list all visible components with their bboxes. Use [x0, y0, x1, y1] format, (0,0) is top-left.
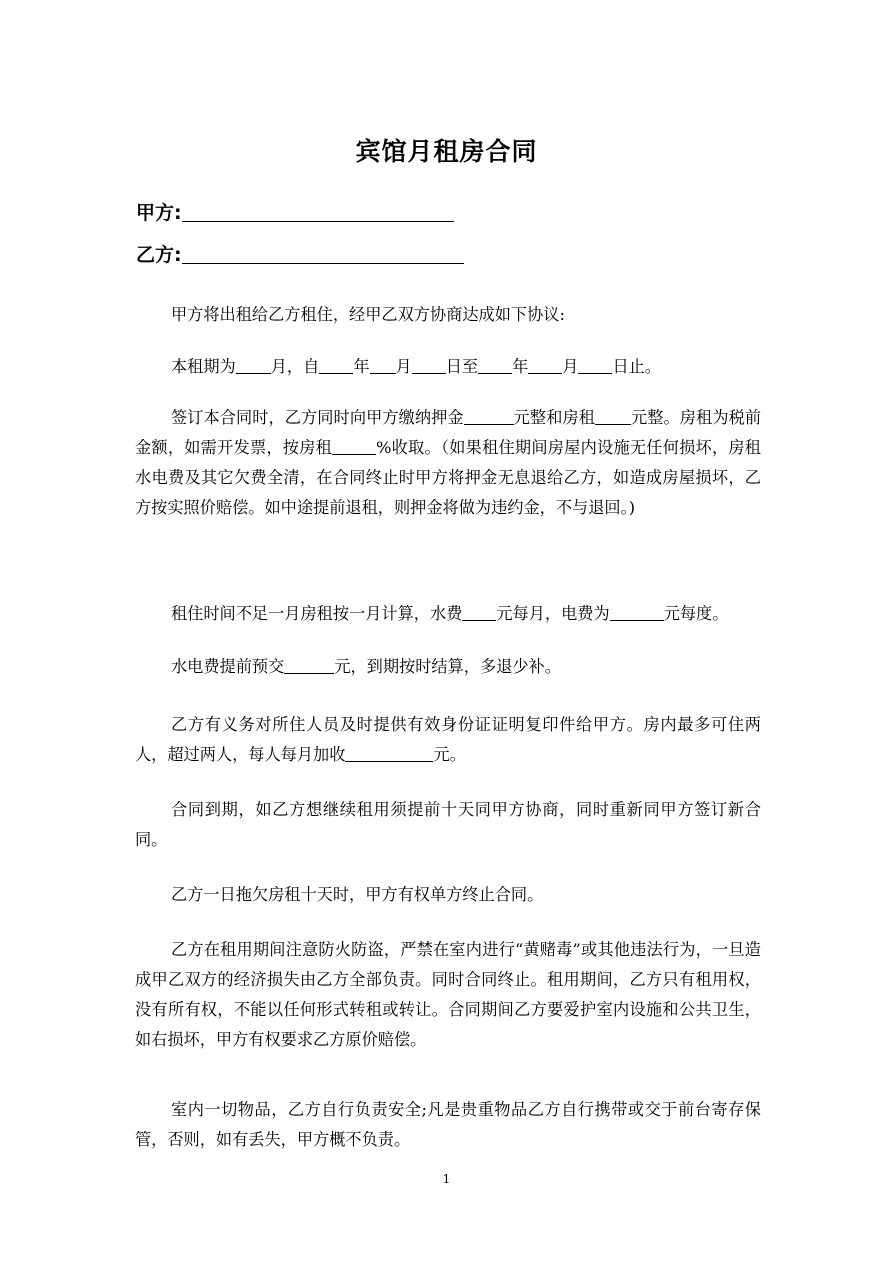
clause-utilities-rate: 租住时间不足一月房租按一月计算，水费 元每月，电费为 元每度。 [171, 604, 729, 623]
clause-deposit: 签订本合同时，乙方同时向甲方缴纳押金 元整和房租 元整。房租为税前金额，如需开发票，按房租 %收取。（如果租住期间房屋内设施无任何损坏，房租水电费及其它欠费全清，在合同终止时甲方将押金无息退给乙方，如造成房屋损坏，乙方按实照价赔偿。如中途提前退租，则押金将做为违约金，不与退回。) [135, 408, 762, 517]
blank-end-year[interactable] [478, 357, 512, 374]
party-b-blank[interactable] [182, 243, 464, 264]
party-b-label: 乙方: [136, 244, 182, 266]
party-a-line [136, 198, 454, 225]
clause-arrears [135, 880, 761, 910]
clause-text: 合同到期，如乙方想继续租用须提前十天同甲方协商，同时重新同甲方签订新合同。 [135, 800, 761, 849]
blank-months[interactable] [236, 357, 271, 374]
blank-end-month[interactable] [528, 357, 562, 374]
party-b-line [136, 240, 464, 267]
clause-text: 甲方将出租给乙方租住，经甲乙双方协商达成如下协议: [171, 305, 565, 324]
clause-text: 乙方一日拖欠房租十天时，甲方有权单方终止合同。 [171, 885, 544, 904]
clause-lease-term: 本租期为 月，自 年 月 日至 年 月 日止。 [171, 357, 661, 376]
blank-tax-rate[interactable] [332, 438, 376, 455]
blank-rent[interactable] [595, 408, 631, 425]
blank-extra-charge[interactable] [345, 745, 433, 762]
page-number: 1 [442, 1172, 451, 1186]
clause-occupants: 乙方有义务对所住人员及时提供有效身份证证明复印件给甲方。房内最多可住两人，超过两人，每人每月加收 元。 [135, 715, 761, 764]
blank-start-day[interactable] [412, 357, 446, 374]
blank-deposit[interactable] [464, 408, 514, 425]
clause-prepayment: 水电费提前预交 元，到期按时结算，多退少补。 [171, 657, 561, 676]
blank-water-fee[interactable] [462, 604, 496, 621]
blank-end-day[interactable] [578, 357, 612, 374]
clause-text: 乙方在租用期间注意防火防盗，严禁在室内进行“黄赌毒”或其他违法行为，一旦造成甲乙双方的经济损失由乙方全部负责。同时合同终止。租用期间，乙方只有租用权，没有所有权，不能以任何形式转租或转让。合同期间乙方要爱护室内设施和公共卫生，如右损坏，甲方有权要求乙方原价赔偿。 [135, 940, 761, 1049]
clause-safety [135, 935, 761, 1055]
blank-start-year[interactable] [319, 357, 353, 374]
clause-valuables [135, 1095, 761, 1155]
blank-electric-fee[interactable] [610, 604, 664, 621]
clause-agreement-intro [135, 300, 761, 330]
party-a-blank[interactable] [182, 201, 454, 222]
blank-prepay[interactable] [284, 657, 334, 674]
party-a-label: 甲方: [136, 202, 182, 224]
document-title: 宾馆月租房合同 [355, 137, 538, 166]
blank-start-month[interactable] [370, 357, 396, 374]
clause-text: 室内一切物品，乙方自行负责安全;凡是贵重物品乙方自行携带或交于前台寄存保管，否则，如有丢失，甲方概不负责。 [135, 1100, 761, 1149]
clause-renewal [135, 795, 761, 855]
